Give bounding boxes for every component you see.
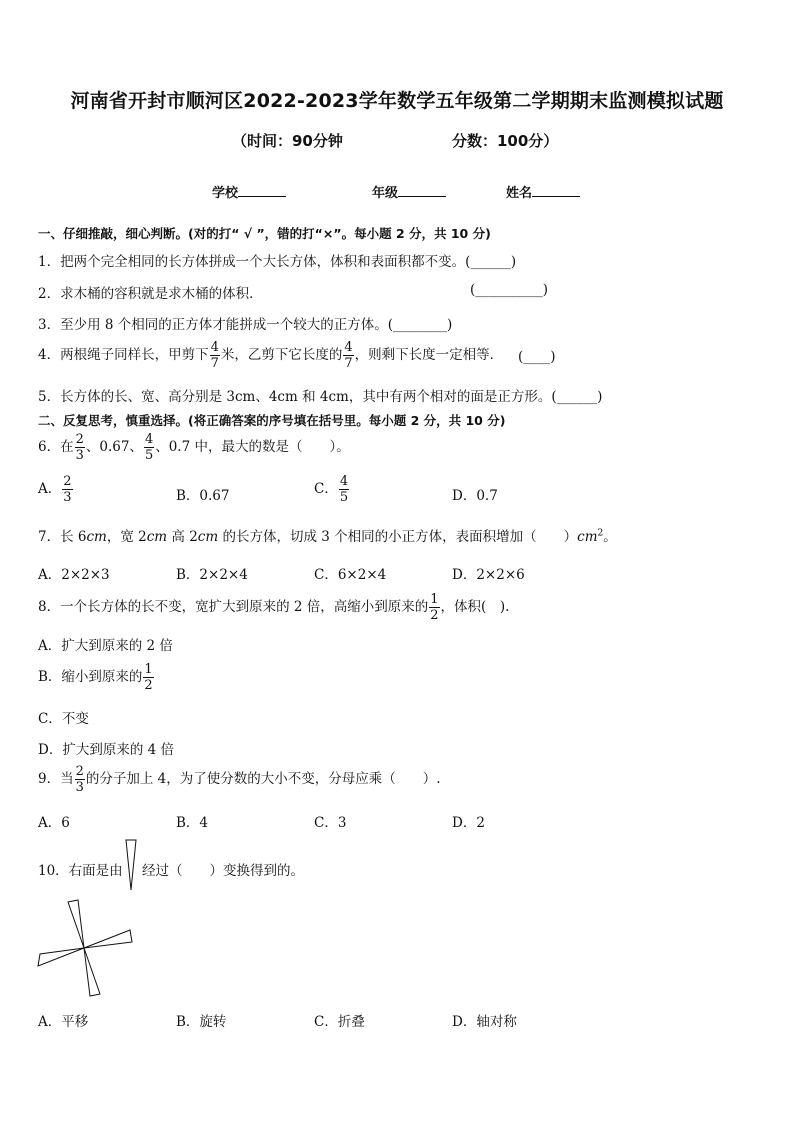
fraction xyxy=(343,340,353,371)
section1-heading: 一、仔细推敲，细心判断。(对的打“ √ ”，错的打“×”。每小题 2 分，共 10 分) xyxy=(38,226,491,241)
grade-label: 年级 xyxy=(372,186,399,201)
name-label: 姓名 xyxy=(506,186,533,201)
question-7-text-c: 高 2 xyxy=(167,529,198,545)
option-label: B．缩小到原来的 xyxy=(38,669,143,685)
triangle-shape xyxy=(68,900,84,948)
fraction xyxy=(339,474,349,505)
q8-option-d[interactable]: D．扩大到原来的 4 倍 xyxy=(38,742,174,758)
question-7 xyxy=(38,525,617,545)
fraction-numerator: 1 xyxy=(430,592,439,607)
q10-option-c[interactable]: C．折叠 xyxy=(314,1014,365,1030)
unit-cm: cm xyxy=(86,529,107,545)
fraction xyxy=(144,432,154,463)
q9-option-b[interactable]: B．4 xyxy=(176,815,209,831)
q7-option-a[interactable]: A．2×2×3 xyxy=(38,567,110,583)
question-8-text-b: ，体积( ). xyxy=(440,599,510,615)
question-10-text-b: 经过（ ）变换得到的。 xyxy=(142,863,304,879)
q9-option-d[interactable]: D．2 xyxy=(452,815,485,831)
fraction-numerator: 4 xyxy=(344,340,353,355)
question-4-text-b: 米，乙剪下它长度的 xyxy=(220,347,343,363)
q6-option-d[interactable]: D．0.7 xyxy=(452,488,498,504)
q8-option-b[interactable] xyxy=(38,662,155,693)
name-field[interactable] xyxy=(506,182,580,201)
fraction xyxy=(75,432,85,463)
q7-option-c[interactable]: C．6×2×4 xyxy=(314,567,387,583)
fraction-numerator: 4 xyxy=(339,474,349,489)
triangle-icon xyxy=(124,838,138,892)
unit-cm: cm xyxy=(197,529,219,545)
fraction xyxy=(143,662,153,693)
q10-option-a[interactable]: A．平移 xyxy=(38,1014,89,1030)
question-4-text-a: 4．两根绳子同样长，甲剪下 xyxy=(38,347,209,363)
question-7-text-d: 的长方体，切成 3 个相同的小正方体，表面积增加（ ） xyxy=(218,529,578,545)
question-7-text-b: ，宽 2 xyxy=(106,529,147,545)
q8-option-c[interactable]: C．不变 xyxy=(38,711,89,727)
q7-option-b[interactable]: B．2×2×4 xyxy=(176,567,248,583)
school-label: 学校 xyxy=(212,186,239,201)
name-blank[interactable] xyxy=(532,184,580,197)
unit-cm: cm xyxy=(146,529,168,545)
fraction-numerator: 2 xyxy=(63,474,72,489)
q6-option-a[interactable] xyxy=(38,474,74,505)
exam-score: 分数：100分） xyxy=(452,132,559,150)
question-4-blank: (____) xyxy=(518,349,556,365)
fraction-numerator: 4 xyxy=(144,432,154,447)
section2-heading: 二、反复思考，慎重选择。(将正确答案的序号填在括号里。每小题 2 分，共 10 分) xyxy=(38,413,506,428)
fraction-denominator: 7 xyxy=(344,356,353,371)
question-6-text-b: 、0.67、 xyxy=(85,439,143,455)
fraction-numerator: 2 xyxy=(75,432,84,447)
exam-time: （时间：90分钟 xyxy=(232,132,343,150)
q9-option-c[interactable]: C．3 xyxy=(314,815,347,831)
grade-field[interactable] xyxy=(372,182,446,201)
question-1: 1．把两个完全相同的长方体拼成一个大长方体，体积和表面积都不变。(______) xyxy=(38,254,517,270)
fraction-denominator: 2 xyxy=(430,608,439,623)
q9-option-a[interactable]: A．6 xyxy=(38,815,70,831)
triangle-shape xyxy=(84,948,100,996)
option-label: C． xyxy=(314,481,338,497)
fraction-denominator: 5 xyxy=(144,448,154,463)
q10-option-d[interactable]: D．轴对称 xyxy=(452,1014,517,1030)
question-7-text-a: 7．长 6 xyxy=(38,529,87,545)
q7-option-d[interactable]: D．2×2×6 xyxy=(452,567,525,583)
fraction xyxy=(62,474,72,505)
question-2-blank: (__________) xyxy=(470,282,549,298)
question-7-text-e: 。 xyxy=(603,529,617,545)
q6-option-c[interactable] xyxy=(314,474,350,505)
fraction xyxy=(429,592,439,623)
unit-cm: cm xyxy=(577,529,598,545)
q6-option-b[interactable]: B．0.67 xyxy=(176,488,230,504)
exponent: 2 xyxy=(597,528,604,539)
fraction-denominator: 3 xyxy=(63,490,72,505)
question-8 xyxy=(38,592,509,623)
fraction-denominator: 2 xyxy=(144,678,153,693)
question-2: 2．求木桶的容积就是求木桶的体积． xyxy=(38,286,263,302)
fraction-denominator: 5 xyxy=(339,490,349,505)
grade-blank[interactable] xyxy=(398,184,446,197)
question-5: 5．长方体的长、宽、高分别是 3cm、4cm 和 4cm，其中有两个相对的面是正方形。(______) xyxy=(38,389,603,405)
rotated-triangles-figure xyxy=(36,898,136,998)
question-9-text-b: 的分子加上 4，为了使分数的大小不变，分母应乘（ ）. xyxy=(85,771,441,787)
q8-option-a[interactable]: A．扩大到原来的 2 倍 xyxy=(38,638,173,654)
question-10-text-a: 10．右面是由 xyxy=(38,863,123,879)
question-8-text-a: 8．一个长方体的长不变，宽扩大到原来的 2 倍，高缩小到原来的 xyxy=(38,599,429,615)
question-3: 3．至少用 8 个相同的正方体才能拼成一个较大的正方体。(________) xyxy=(38,317,453,333)
option-label: A． xyxy=(38,481,62,497)
q10-option-b[interactable]: B．旋转 xyxy=(176,1014,227,1030)
page-title: 河南省开封市顺河区2022-2023学年数学五年级第二学期期末监测模拟试题 xyxy=(70,90,724,112)
school-field[interactable] xyxy=(212,182,286,201)
question-6-text-a: 6．在 xyxy=(38,439,74,455)
triangle-shape xyxy=(38,948,84,966)
question-4-text-c: ，则剩下长度一定相等． xyxy=(354,347,504,363)
question-9 xyxy=(38,764,441,795)
fraction xyxy=(75,764,85,795)
fraction-denominator: 3 xyxy=(75,448,84,463)
question-6-text-c: 、0.7 中，最大的数是（ ）。 xyxy=(155,439,350,455)
question-9-text-a: 9．当 xyxy=(38,771,74,787)
fraction-numerator: 1 xyxy=(144,662,153,677)
school-blank[interactable] xyxy=(238,184,286,197)
triangle-shape xyxy=(84,930,132,948)
fraction-denominator: 7 xyxy=(210,356,219,371)
fraction-numerator: 4 xyxy=(210,340,219,355)
question-4 xyxy=(38,340,503,371)
fraction-denominator: 3 xyxy=(75,780,84,795)
fraction xyxy=(210,340,220,371)
question-6 xyxy=(38,432,350,463)
fraction-numerator: 2 xyxy=(75,764,84,779)
